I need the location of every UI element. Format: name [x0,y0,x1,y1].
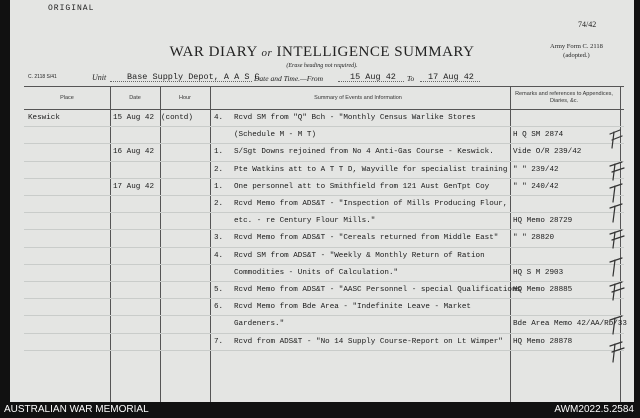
cell-remarks: Vide O/R 239/42 [513,148,582,157]
title-part-intelligence: INTELLIGENCE SUMMARY [276,44,475,60]
cell-remarks: " " 239/42 [513,165,559,174]
cell-entry-number: 2. [214,165,224,174]
to-label: To [407,74,415,83]
cell-summary: Rcvd from ADS&T - "No 14 Supply Course-Report on Lt Wimper" [234,337,503,346]
unit-underline [110,81,252,82]
cell-remarks: HQ Memo 28885 [513,286,573,294]
column-divider [510,87,511,402]
cell-remarks: H Q SM 2874 [513,131,564,140]
title-or: or [261,47,273,59]
column-header-place: Place [60,94,74,101]
to-underline [420,81,480,82]
cell-entry-number: 2. [214,200,224,208]
cell-entry-number: 4. [214,114,224,122]
from-date-value: 15 Aug 42 [350,72,396,82]
army-form-label [550,42,603,60]
cell-summary: Rcvd SM from "Q" Bch - "Monthly Census Warlike Stores [234,114,476,122]
footer-accession-number: AWM2022.5.2584 [554,404,634,415]
table-header-row [24,87,624,110]
cell-summary: Commodities - Units of Calculation." [234,268,399,277]
cell-remarks: HQ S M 2903 [513,268,564,277]
unit-label: Unit [92,73,107,82]
footer-institution: AUSTRALIAN WAR MEMORIAL [4,404,149,415]
cell-date: 17 Aug 42 [113,182,155,191]
diary-table [24,86,627,402]
column-divider [210,87,211,402]
column-header-date: Date [129,94,141,101]
row-rule [24,126,624,127]
cell-hour: (contd) [161,114,193,122]
original-stamp: ORIGINAL [48,4,95,13]
cell-summary: Rcvd SM from ADS&T - "Weekly & Monthly Return of Ration [234,251,485,260]
cell-remarks: Bde Area Memo 42/AA/Rb/33 [513,320,627,329]
cell-summary: S/Sgt Downs rejoined from No 4 Anti-Gas Course - Keswick. [234,148,494,157]
cell-entry-number: 1. [214,148,224,157]
page-title [10,44,634,61]
form-code: C. 2118 S/41 [28,74,57,80]
row-rule [24,212,624,213]
cell-entry-number: 3. [214,234,224,243]
row-rule [24,178,624,179]
cell-summary: Rcvd Memo from ADS&T - "AASC Personnel - special Qualifications [234,286,522,294]
cell-summary: Rcvd Memo from ADS&T - "Inspection of Mills Producing Flour, [234,200,508,208]
to-date-value: 17 Aug 42 [428,72,474,82]
unit-value: Base Supply Depot, A A S C [127,72,260,82]
cell-date: 15 Aug 42 [113,114,155,122]
army-form-note: (adopted.) [563,52,590,59]
row-rule [24,298,624,299]
cell-date: 16 Aug 42 [113,148,155,157]
cell-entry-number: 6. [214,303,224,312]
cell-summary: Rcvd Memo from ADS&T - "Cereals returned from Middle East" [234,234,499,243]
cell-entry-number: 7. [214,337,224,346]
cell-summary: One personnel att to Smithfield from 121 Aust GenTpt Coy [234,182,490,191]
row-rule [24,333,624,334]
date-time-label: Date and Time.—From [254,74,324,83]
column-divider [110,87,111,402]
row-rule [24,264,624,265]
title-part-war-diary: WAR DIARY [169,44,258,60]
row-rule [24,315,624,316]
column-header-summary: Summary of Events and Information [314,94,402,101]
army-form-number: Army Form C. 2118 [550,43,603,50]
row-rule [24,195,624,196]
title-subtitle: (Erase heading not required). [286,63,358,69]
cell-place: Keswick [28,114,60,122]
cell-summary: Gardeners." [234,320,285,329]
cell-entry-number: 4. [214,251,224,260]
cell-remarks: " " 240/42 [513,182,559,191]
row-rule [24,350,624,351]
cell-entry-number: 5. [214,286,224,294]
handwritten-check-marks [606,128,634,378]
row-rule [24,229,624,230]
column-header-hour: Hour [179,94,191,101]
cell-summary: etc. - re Century Flour Mills." [234,217,376,226]
from-underline [338,81,404,82]
cell-remarks: " " 28820 [513,234,555,243]
cell-remarks: HQ Memo 28878 [513,337,573,346]
column-header-remarks: Remarks and references to Appendices, Diaries, &c. [515,91,613,104]
cell-summary: Rcvd Memo from Bde Area - "Indefinite Leave - Market [234,303,471,312]
cell-summary: Pte Watkins att to A T T D, Wayville for specialist training [234,165,508,174]
cell-summary: (Schedule M - M T) [234,131,317,140]
row-rule [24,247,624,248]
row-rule [24,161,624,162]
form-number: 74/42 [578,20,597,29]
cell-remarks: HQ Memo 28729 [513,217,573,226]
cell-entry-number: 1. [214,182,224,191]
column-divider [160,87,161,402]
row-rule [24,281,624,282]
diary-page [10,0,634,402]
row-rule [24,143,624,144]
